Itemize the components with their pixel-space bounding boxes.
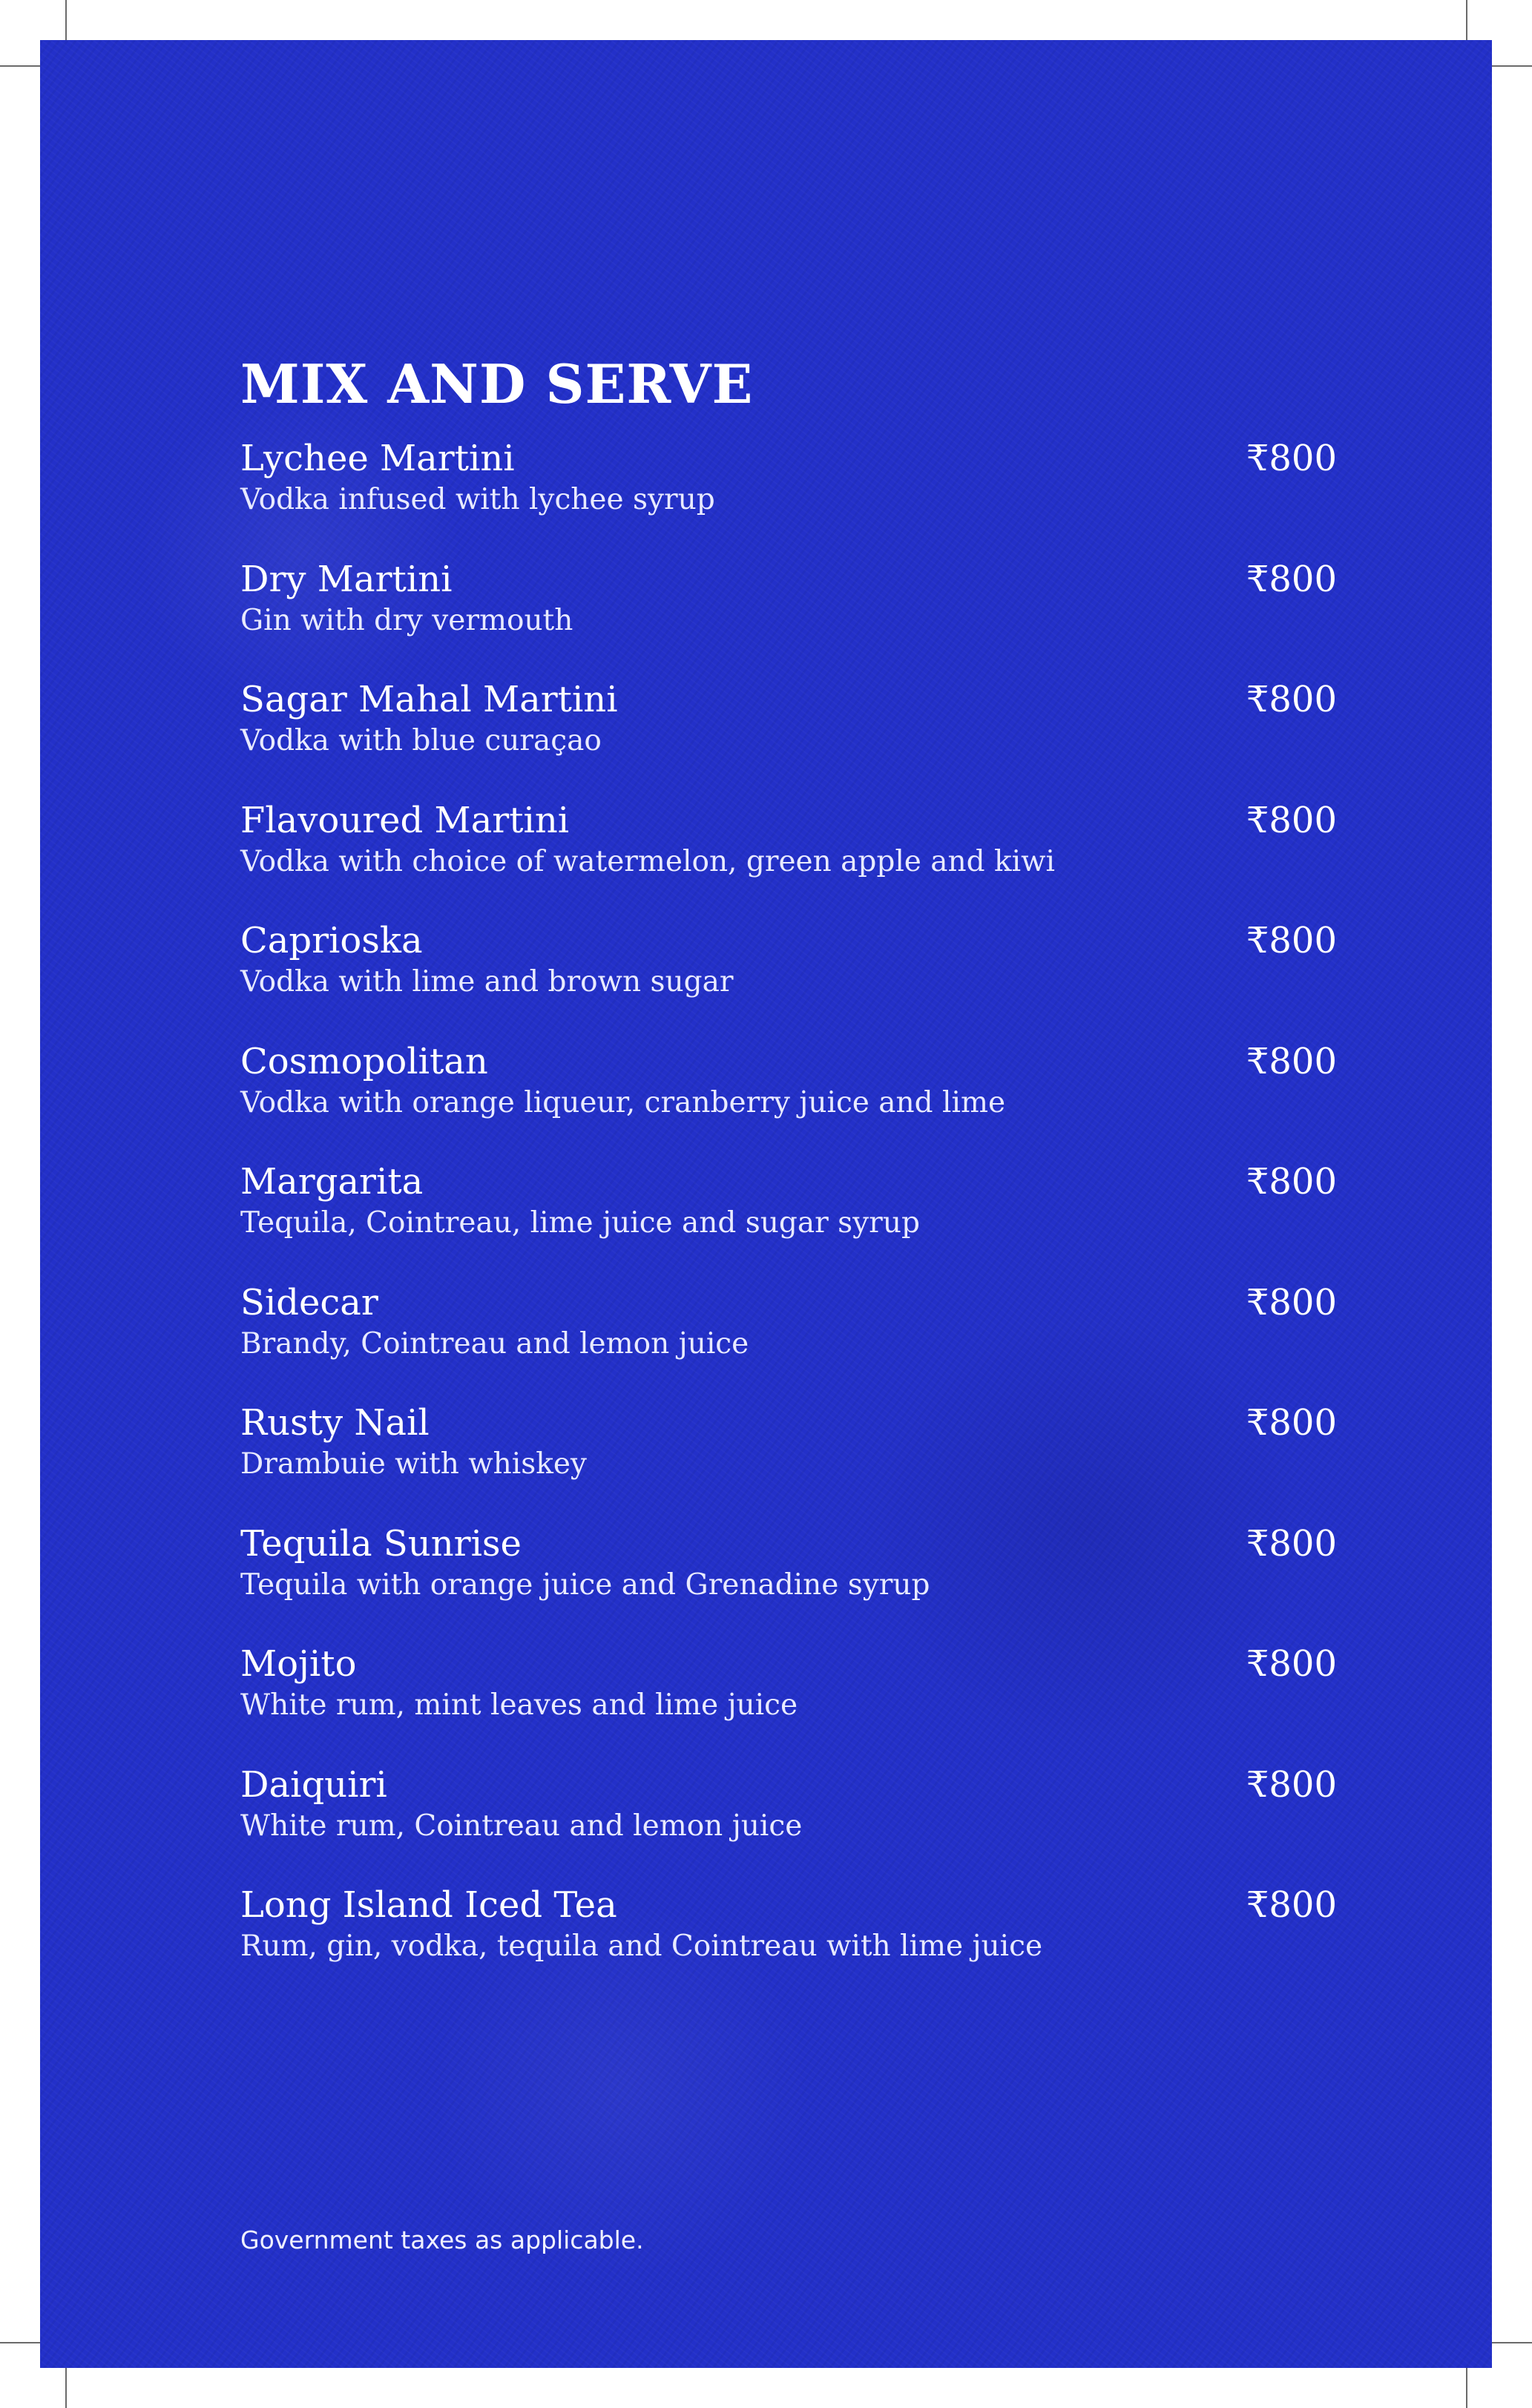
item-price: ₹800 (1246, 1402, 1337, 1444)
crop-mark (65, 2362, 67, 2408)
item-price: ₹800 (1246, 558, 1337, 600)
crop-mark (1486, 2342, 1532, 2343)
item-description: Vodka infused with lychee syrup (240, 483, 715, 516)
item-description: Rum, gin, vodka, tequila and Cointreau with lime juice (240, 1930, 1043, 1963)
item-description: Tequila, Cointreau, lime juice and sugar syrup (240, 1206, 920, 1240)
crop-mark (1486, 65, 1532, 67)
item-name: Sidecar (240, 1281, 378, 1323)
item-description: Drambuie with whiskey (240, 1447, 587, 1481)
item-name: Mojito (240, 1643, 357, 1685)
item-name: Caprioska (240, 920, 423, 961)
menu-item (240, 1039, 1337, 1160)
item-description: Gin with dry vermouth (240, 603, 573, 637)
item-price: ₹800 (1246, 1040, 1337, 1082)
item-name: Lychee Martini (240, 438, 515, 479)
item-name: Flavoured Martini (240, 799, 570, 841)
item-description: White rum, Cointreau and lemon juice (240, 1809, 803, 1843)
menu-item (240, 436, 1337, 557)
item-price: ₹800 (1246, 1763, 1337, 1806)
item-price: ₹800 (1246, 1884, 1337, 1926)
menu-item (240, 1642, 1337, 1763)
item-description: White rum, mint leaves and lime juice (240, 1688, 798, 1722)
item-price: ₹800 (1246, 438, 1337, 479)
item-description: Tequila with orange juice and Grenadine syrup (240, 1567, 930, 1602)
tax-note: Government taxes as applicable. (240, 2226, 644, 2254)
menu-item (240, 798, 1337, 919)
menu-item (240, 1401, 1337, 1522)
menu-item (240, 918, 1337, 1039)
item-description: Vodka with blue curaçao (240, 724, 602, 757)
menu-item (240, 1280, 1337, 1401)
crop-mark (1466, 2362, 1467, 2408)
item-price: ₹800 (1246, 679, 1337, 720)
item-price: ₹800 (1246, 1643, 1337, 1685)
item-description: Brandy, Cointreau and lemon juice (240, 1326, 749, 1361)
item-price: ₹800 (1246, 1281, 1337, 1323)
item-name: Rusty Nail (240, 1402, 430, 1444)
menu-item (240, 1159, 1337, 1280)
item-name: Daiquiri (240, 1763, 387, 1806)
item-name: Margarita (240, 1161, 424, 1203)
item-description: Vodka with choice of watermelon, green apple and kiwi (240, 844, 1055, 878)
menu-item (240, 557, 1337, 678)
menu-item (240, 1763, 1337, 1884)
item-name: Cosmopolitan (240, 1040, 488, 1082)
menu-content (240, 349, 1337, 2004)
item-name: Sagar Mahal Martini (240, 679, 618, 720)
item-price: ₹800 (1246, 1161, 1337, 1203)
menu-item (240, 677, 1337, 798)
crop-mark (65, 0, 67, 46)
item-price: ₹800 (1246, 1522, 1337, 1565)
item-name: Tequila Sunrise (240, 1522, 522, 1565)
crop-mark (1466, 0, 1467, 46)
item-price: ₹800 (1246, 920, 1337, 961)
menu-item (240, 1522, 1337, 1642)
menu-item (240, 1883, 1337, 2004)
item-name: Long Island Iced Tea (240, 1884, 617, 1926)
crop-mark (0, 65, 46, 67)
item-price: ₹800 (1246, 799, 1337, 841)
item-description: Vodka with orange liqueur, cranberry juice and lime (240, 1085, 1006, 1119)
crop-mark (0, 2342, 46, 2343)
item-name: Dry Martini (240, 558, 453, 600)
item-description: Vodka with lime and brown sugar (240, 965, 734, 999)
section-title: MIX AND SERVE (240, 352, 754, 415)
